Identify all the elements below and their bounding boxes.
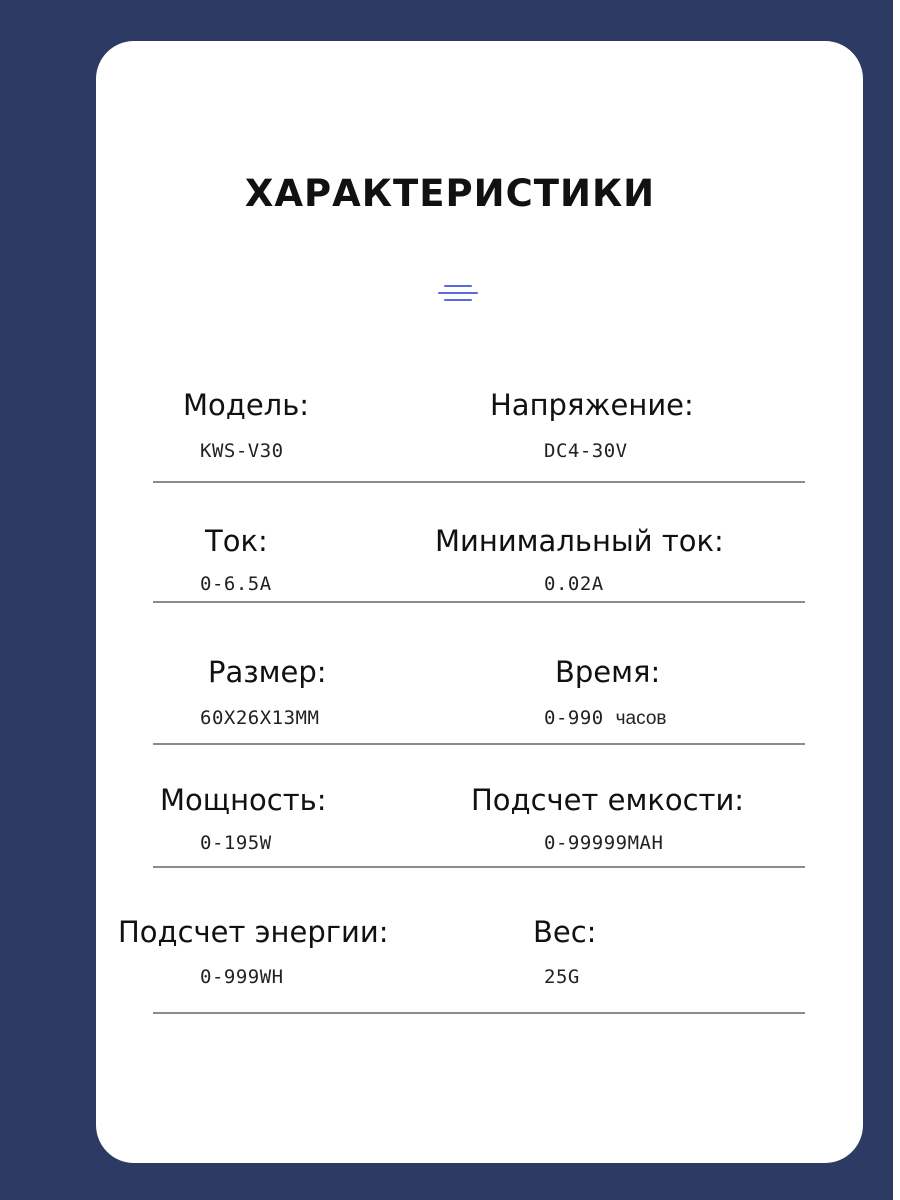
model-label: Модель:	[183, 388, 310, 422]
time-range: 0-990	[544, 707, 604, 729]
current-value: 0-6.5A	[200, 573, 272, 595]
row-divider	[153, 601, 805, 603]
time-unit: часов	[615, 708, 667, 729]
time-value	[544, 707, 667, 730]
weight-value: 25G	[544, 966, 580, 988]
energy-value: 0-999WH	[200, 966, 284, 988]
voltage-label: Напряжение:	[490, 388, 694, 422]
min-current-label: Минимальный ток:	[435, 524, 724, 558]
weight-label: Вес:	[533, 915, 597, 949]
size-value: 60X26X13MM	[200, 707, 320, 729]
menu-lines-icon	[438, 285, 478, 305]
size-label: Размер:	[208, 655, 327, 689]
row-divider	[153, 743, 805, 745]
page-title: ХАРАКТЕРИСТИКИ	[244, 172, 656, 215]
energy-label: Подсчет энергии:	[118, 915, 389, 949]
time-label: Время:	[555, 655, 661, 689]
power-value: 0-195W	[200, 832, 272, 854]
current-label: Ток:	[205, 524, 268, 558]
model-value: KWS-V30	[200, 440, 284, 462]
min-current-value: 0.02A	[544, 573, 604, 595]
row-divider	[153, 1012, 805, 1014]
capacity-label: Подсчет емкости:	[471, 783, 745, 817]
voltage-value: DC4-30V	[544, 440, 628, 462]
row-divider	[153, 481, 805, 483]
capacity-value: 0-99999MAH	[544, 832, 664, 854]
power-label: Мощность:	[160, 783, 327, 817]
row-divider	[153, 866, 805, 868]
